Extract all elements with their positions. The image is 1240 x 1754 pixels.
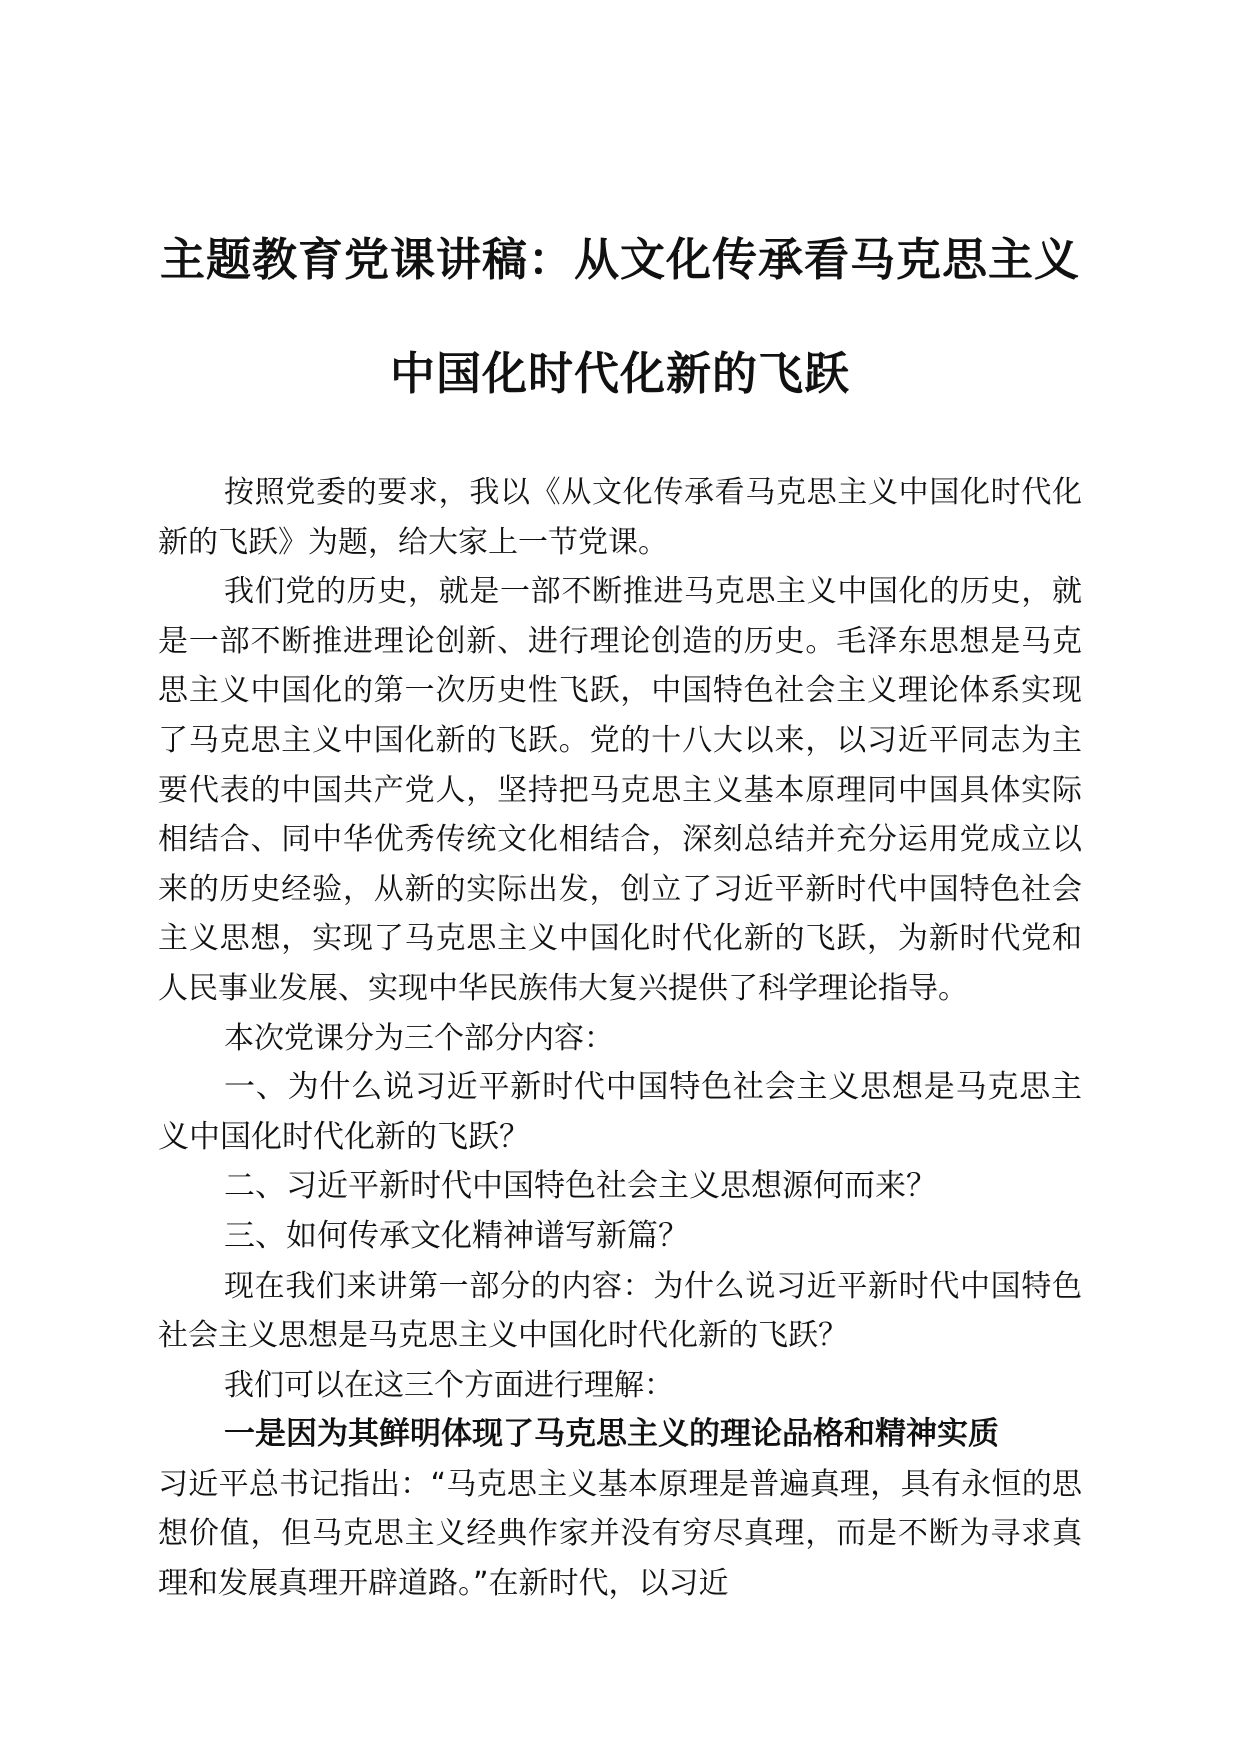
outline-item-2: 二、习近平新时代中国特色社会主义思想源何而来？ — [224, 1168, 937, 1205]
paragraph-outline-intro: 本次党课分为三个部分内容： — [224, 1020, 614, 1056]
paragraph-intro: 按照党委的要求，我以《从文化传承看马克思主义中国化时代化新的飞跃》为题，给大家上一节党课。 — [158, 475, 1082, 560]
paragraph-part-one-intro: 现在我们来讲第一部分的内容：为什么说习近平新时代中国特色社会主义思想是马克思主义中国化时代化新的飞跃？ — [158, 1268, 1082, 1354]
document-title-line-2: 中国化时代化新的飞跃 — [389, 347, 850, 400]
section-heading-one: 一是因为其鲜明体现了马克思主义的理论品格和精神实质 — [224, 1416, 999, 1453]
outline-item-3: 三、如何传承文化精神谱写新篇？ — [224, 1217, 689, 1254]
paragraph-history: 我们党的历史，就是一部不断推进马克思主义中国化的历史，就是一部不断推进理论创新、进行理论创造的历史。毛泽东思想是马克思主义中国化的第一次历史性飞跃，中国特色社会主义理论体系实现了马克思主义中国化新的飞跃。党的十八大以来，以习近平同志为主要代表的中国共产党人，坚持把马克思主义基本原理同中国具体实际相结合、同中华优秀传统文化相结合，深刻总结并充分运用党成立以来的历史经验，从新的实际出发，创立了习近平新时代中国特色社会主义思想，实现了马克思主义中国化时代化新的飞跃，为新时代党和人民事业发展、实现中华民族伟大复兴提供了科学理论指导。 — [158, 574, 1082, 1006]
paragraph-quote: 习近平总书记指出：“马克思主义基本原理是普遍真理，具有永恒的思想价值，但马克思主义经典作家并没有穷尽真理，而是不断为寻求真理和发展真理开辟道路。”在新时代，以习近 — [158, 1466, 1082, 1602]
document-page — [158, 0, 1082, 1754]
document-title-line-1: 主题教育党课讲稿：从文化传承看马克思主义 — [159, 233, 1080, 286]
document-body — [158, 468, 1082, 1609]
paragraph-three-aspects: 我们可以在这三个方面进行理解： — [224, 1367, 674, 1403]
outline-item-1: 一、为什么说习近平新时代中国特色社会主义思想是马克思主义中国化时代化新的飞跃？ — [158, 1069, 1082, 1155]
